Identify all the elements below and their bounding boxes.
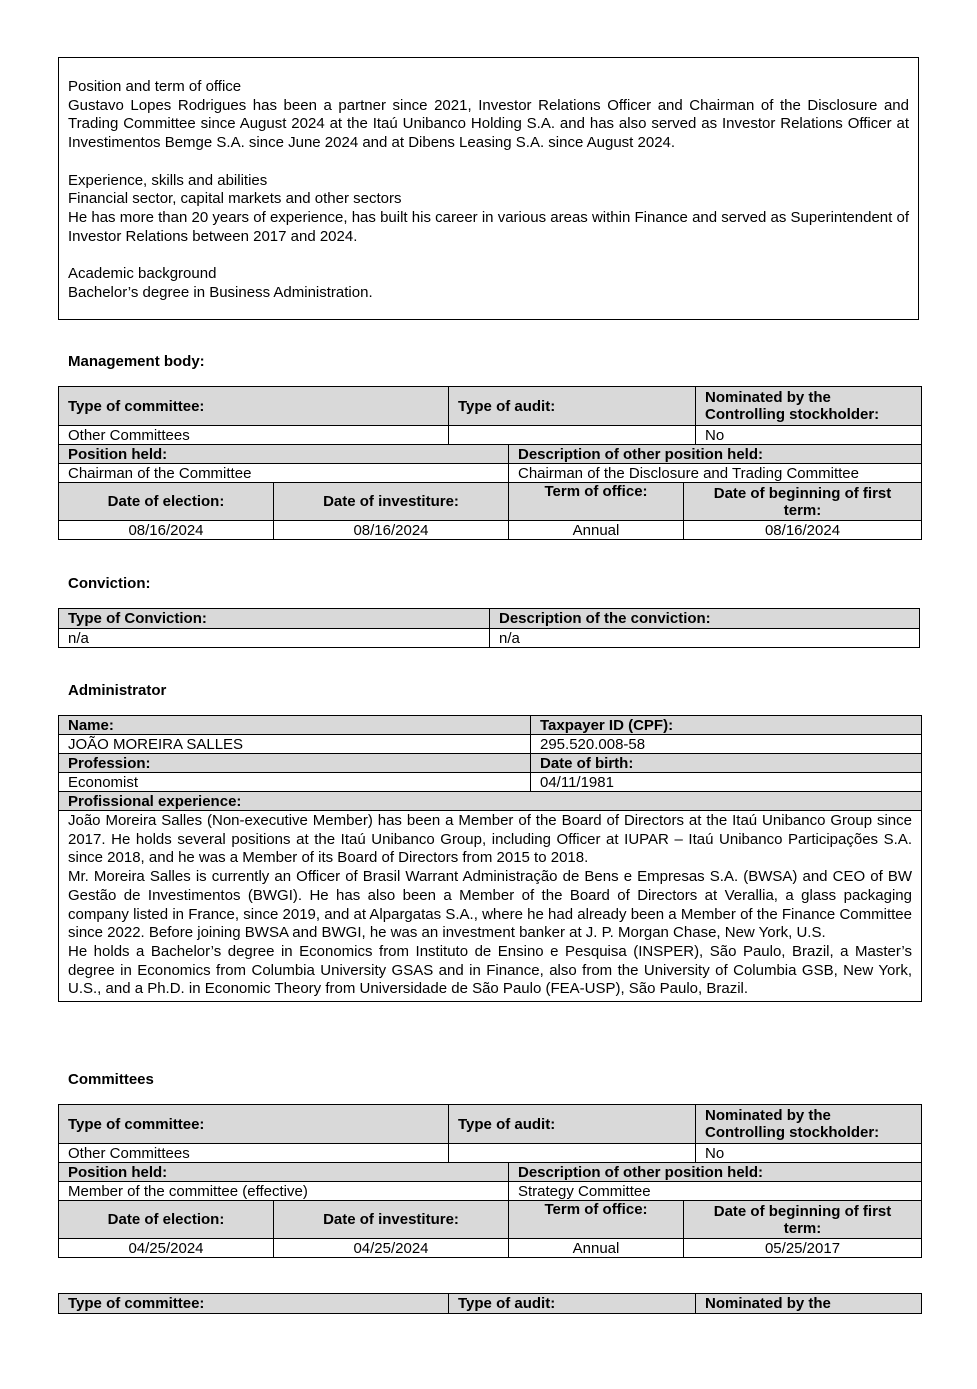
mb-nominated-label-l2: Controlling stockholder: [705,406,880,423]
cm-position-held-label: Position held: [59,1163,509,1182]
cm-date-investiture-value: 04/25/2024 [274,1239,509,1258]
administrator-heading: Administrator [68,682,167,699]
cm-date-election-value: 04/25/2024 [59,1239,274,1258]
admin-experience-paragraph: He holds a Bachelor’s degree in Economics from Instituto de Ensino e Pesquisa (INSPER), São Paulo, Brazil, a Master’s degree in Economics from Columbia University GSAS and in Finance, also from the University of Columbia GSB, New York, U.S., and a Ph.D. in Economic Theory from Universidade de São Paulo (FEA-USP), São Paulo, Brazil. [68,942,912,998]
mb-date-beginning-label [684,483,922,521]
cm-position-held-value: Member of the committee (effective) [59,1182,509,1201]
management-body-table [58,386,922,540]
next-committee-table [58,1293,922,1314]
mb-date-beginning-label-l2: term: [783,501,822,519]
mb-type-audit-label: Type of audit: [449,387,696,426]
admin-dob-label: Date of birth: [531,754,922,773]
cm-nominated-label [696,1105,922,1144]
admin-experience-text [59,811,922,1002]
experience-text: He has more than 20 years of experience, has built his career in various areas within Finance and served as Superintendent of Investor Relations between 2017 and 2024. [68,208,909,245]
conviction-description-label: Description of the conviction: [490,609,920,629]
admin-experience-label: Profissional experience: [59,792,922,811]
cm-term-office-value: Annual [509,1239,684,1258]
mb-description-label: Description of other position held: [509,445,922,464]
cm-nominated-label-l1: Nominated by the [705,1107,831,1124]
cm-date-beginning-label-l2: term: [783,1219,822,1237]
next-nominated-label: Nominated by the [696,1294,922,1314]
next-type-audit-label: Type of audit: [449,1294,696,1314]
mb-term-office-value: Annual [509,521,684,540]
mb-date-election-label: Date of election: [59,483,274,521]
cm-nominated-label-l2: Controlling stockholder: [705,1124,880,1141]
bio-box [58,57,919,320]
conviction-description-value: n/a [490,629,920,648]
administrator-table [58,715,922,1002]
position-text: Gustavo Lopes Rodrigues has been a partner since 2021, Investor Relations Officer and Chairman of the Disclosure and Trading Committee since August 2024 at the Itaú Unibanco Holding S.A. and has also served as Investor Relations Officer at Investimentos Bemge S.A. since June 2024 and at Dibens Leasing S.A. since August 2024. [68,96,909,152]
mb-date-beginning-label-l1: Date of beginning of first [713,484,892,502]
cm-date-beginning-label-l1: Date of beginning of first [713,1202,892,1220]
committees-heading: Committees [68,1071,154,1088]
experience-title: Experience, skills and abilities [68,171,268,189]
conviction-heading: Conviction: [68,575,151,592]
position-title: Position and term of office [68,78,242,95]
committees-table [58,1104,922,1258]
conviction-type-value: n/a [59,629,490,648]
conviction-table [58,608,920,648]
cm-type-audit-label: Type of audit: [449,1105,696,1144]
cm-type-committee-label: Type of committee: [59,1105,449,1144]
admin-cpf-value: 295.520.008-58 [531,735,922,754]
admin-name-label: Name: [59,716,531,735]
mb-term-office-label: Term of office: [509,483,684,521]
management-body-heading: Management body: [68,353,205,370]
cm-date-beginning-value: 05/25/2017 [684,1239,922,1258]
cm-description-label: Description of other position held: [509,1163,922,1182]
cm-type-committee-value: Other Committees [59,1144,449,1163]
admin-cpf-label: Taxpayer ID (CPF): [531,716,922,735]
cm-description-value: Strategy Committee [509,1182,922,1201]
mb-position-held-label: Position held: [59,445,509,464]
next-type-committee-label: Type of committee: [59,1294,449,1314]
admin-dob-value: 04/11/1981 [531,773,922,792]
bio-text [68,78,909,302]
cm-type-audit-value [449,1144,696,1163]
admin-experience-paragraph: João Moreira Salles (Non-executive Member) has been a Member of the Board of Directors at the Itaú Unibanco Group since 2017. He holds several positions at the Itaú Unibanco Group, including Officer at IUPAR – Itaú Unibanco Participações S.A. since 2018, and he was a Member of its Board of Directors from 2015 to 2018. [68,812,912,867]
conviction-type-label: Type of Conviction: [59,609,490,629]
academic-title: Academic background [68,265,217,282]
admin-name-value: JOÃO MOREIRA SALLES [59,735,531,754]
admin-profession-label: Profession: [59,754,531,773]
cm-term-office-label: Term of office: [509,1201,684,1239]
admin-experience-paragraph: Mr. Moreira Salles is currently an Officer of Brasil Warrant Administração de Bens e Empresas S.A. (BWSA) and CEO of BW Gestão de Investimentos (BWGI). He has also been a Member of the Board of Directors at Verallia, a glass packaging company listed in France, since 2019, and at Alpargatas S.A., where he had already been a Member of the Finance Committee since 2022. Before joining BWSA and BWGI, he was an investment banker at J. P. Morgan Chase, New York, U.S. [68,868,912,942]
mb-nominated-label-l1: Nominated by the [705,389,831,406]
mb-date-investiture-label: Date of investiture: [274,483,509,521]
mb-date-election-value: 08/16/2024 [59,521,274,540]
mb-description-value: Chairman of the Disclosure and Trading Committee [509,464,922,483]
mb-type-committee-value: Other Committees [59,426,449,445]
mb-nominated-value: No [696,426,922,445]
mb-type-audit-value [449,426,696,445]
academic-text: Bachelor’s degree in Business Administration. [68,283,373,301]
mb-date-investiture-value: 08/16/2024 [274,521,509,540]
mb-nominated-label [696,387,922,426]
admin-profession-value: Economist [59,773,531,792]
cm-date-investiture-label: Date of investiture: [274,1201,509,1239]
experience-subtitle: Financial sector, capital markets and other sectors [68,190,402,208]
cm-date-election-label: Date of election: [59,1201,274,1239]
cm-nominated-value: No [696,1144,922,1163]
mb-date-beginning-value: 08/16/2024 [684,521,922,540]
mb-position-held-value: Chairman of the Committee [59,464,509,483]
mb-type-committee-label: Type of committee: [59,387,449,426]
cm-date-beginning-label [684,1201,922,1239]
